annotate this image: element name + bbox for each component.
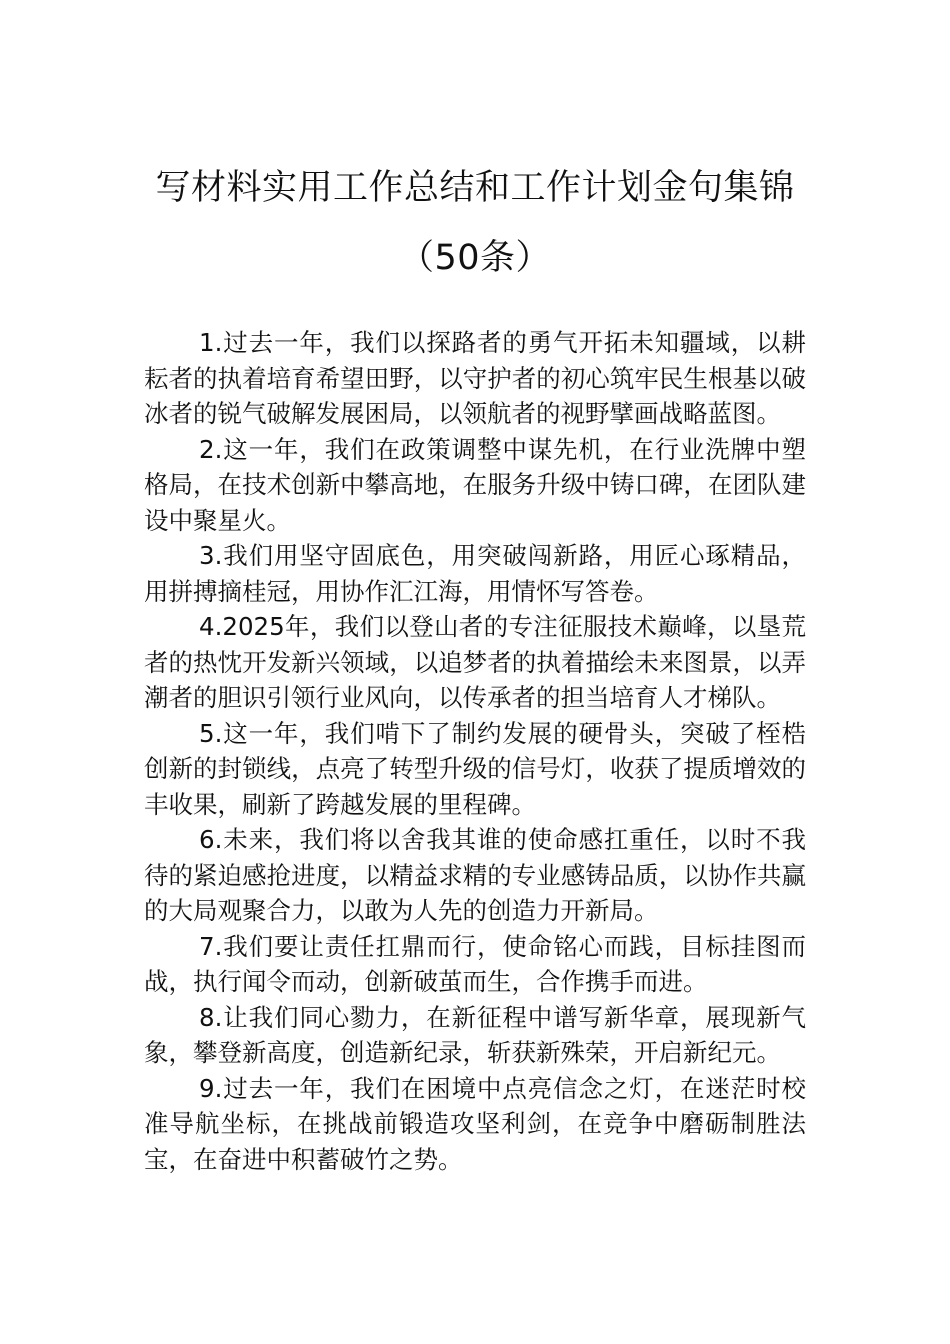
paragraph-4: 4.2025年，我们以登山者的专注征服技术巅峰，以垦荒者的热忱开发新兴领域，以追梦者的执着描绘未来图景，以弄潮者的胆识引领行业风向，以传承者的担当培育人才梯队。 [144,612,806,712]
paragraph-2: 2.这一年，我们在政策调整中谋先机，在行业洗牌中塑格局，在技术创新中攀高地，在服务升级中铸口碑，在团队建设中聚星火。 [144,434,806,535]
paragraph-5: 5.这一年，我们啃下了制约发展的硬骨头，突破了桎梏创新的封锁线，点亮了转型升级的信号灯，收获了提质增效的丰收果，刷新了跨越发展的里程碑。 [144,718,806,819]
paragraph-1: 1.过去一年，我们以探路者的勇气开拓未知疆域，以耕耘者的执着培育希望田野，以守护者的初心筑牢民生根基以破冰者的锐气破解发展困局，以领航者的视野擘画战略蓝图。 [144,328,806,428]
paragraph-8: 8.让我们同心勠力，在新征程中谱写新华章，展现新气象，攀登新高度，创造新纪录，斩获新殊荣，开启新纪元。 [144,1002,806,1067]
paragraph-9: 9.过去一年，我们在困境中点亮信念之灯，在迷茫时校准导航坐标，在挑战前锻造攻坚利剑，在竞争中磨砺制胜法宝，在奋进中积蓄破竹之势。 [144,1073,806,1174]
document-body [144,325,806,1177]
paragraph-3: 3.我们用坚守固底色，用突破闯新路，用匠心琢精品，用拼搏摘桂冠，用协作汇江海，用情怀写答卷。 [144,541,806,606]
paragraph-6: 6.未来，我们将以舍我其谁的使命感扛重任，以时不我待的紧迫感抢进度，以精益求精的专业感铸品质，以协作共赢的大局观聚合力，以敢为人先的创造力开新局。 [144,825,806,925]
paragraph-7: 7.我们要让责任扛鼎而行，使命铭心而践，目标挂图而战，执行闻令而动，创新破茧而生，合作携手而进。 [144,931,806,996]
document-subtitle: （50条） [398,238,552,278]
document-title: 写材料实用工作总结和工作计划金句集锦 [155,168,795,208]
